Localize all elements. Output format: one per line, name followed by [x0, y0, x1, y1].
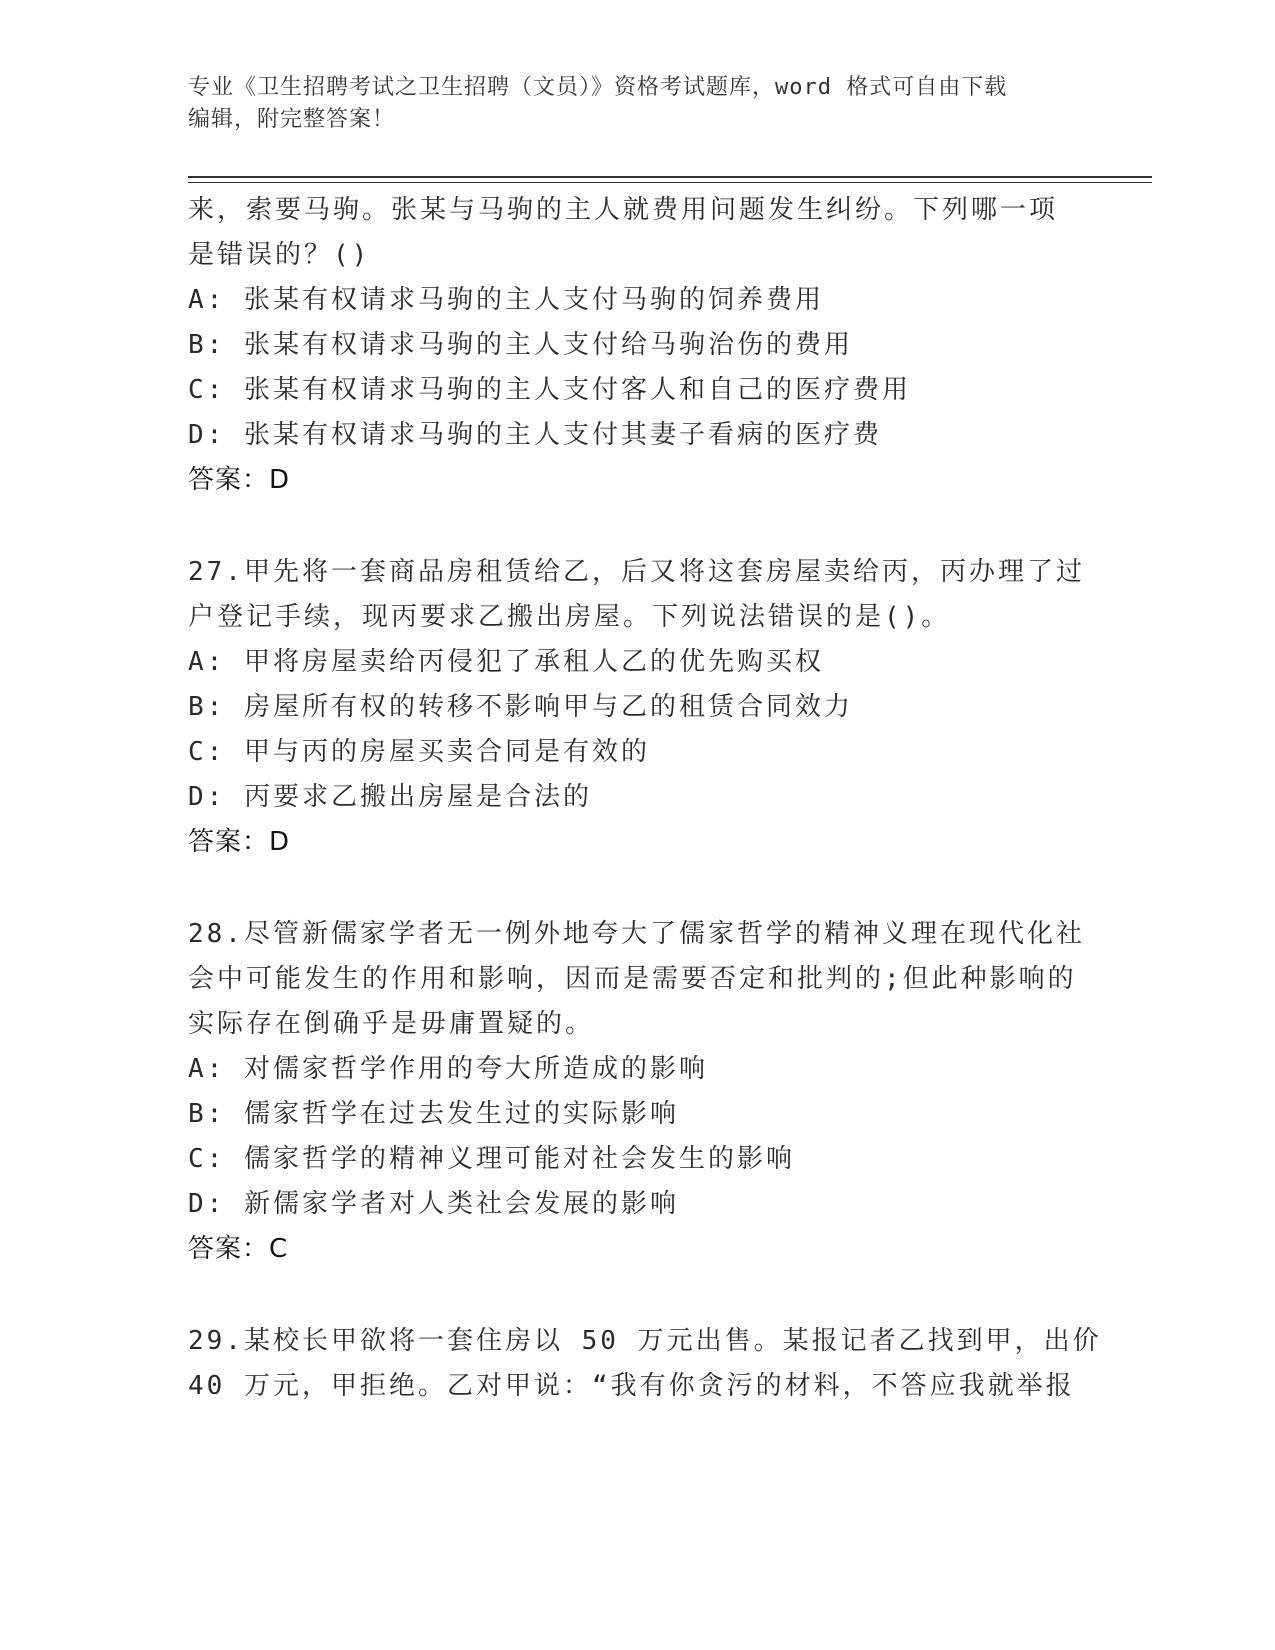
option-c: C: 儒家哲学的精神义理可能对社会发生的影响: [188, 1144, 795, 1174]
question-26-continued: [188, 188, 1088, 503]
option-a: A: 对儒家哲学作用的夸大所造成的影响: [188, 1054, 708, 1084]
question-stem-line: 40 万元，甲拒绝。乙对甲说：“我有你贪污的材料，不答应我就举报: [188, 1371, 1075, 1401]
option-b: B: 儒家哲学在过去发生过的实际影响: [188, 1099, 679, 1129]
question-list: [188, 188, 1102, 1409]
question-27: [188, 550, 1088, 865]
option-c: C: 甲与丙的房屋买卖合同是有效的: [188, 737, 650, 767]
header-rule-thick: [188, 176, 1152, 178]
question-stem-line: 来，索要马驹。张某与马驹的主人就费用问题发生纠纷。下列哪一项: [188, 195, 1059, 225]
question-stem-line: 会中可能发生的作用和影响，因而是需要否定和批判的;但此种影响的: [188, 964, 1077, 994]
question-stem-line: 28.尽管新儒家学者无一例外地夸大了儒家哲学的精神义理在现代化社: [188, 919, 1085, 949]
header-rule-thin: [188, 182, 1152, 183]
option-b: B: 房屋所有权的转移不影响甲与乙的租赁合同效力: [188, 692, 853, 722]
answer-line: 答案：D: [188, 465, 291, 495]
answer-line: 答案：C: [188, 1234, 289, 1264]
option-a: A: 张某有权请求马驹的主人支付马驹的饲养费用: [188, 285, 824, 315]
question-28: [188, 912, 1088, 1272]
header-line-2: 编辑，附完整答案！: [188, 107, 396, 132]
question-stem-line: 27.甲先将一套商品房租赁给乙，后又将这套房屋卖给丙，丙办理了过: [188, 557, 1085, 587]
question-stem-line: 是错误的？(): [188, 240, 371, 270]
option-a: A: 甲将房屋卖给丙侵犯了承租人乙的优先购买权: [188, 647, 824, 677]
question-stem-line: 实际存在倒确乎是毋庸置疑的。: [188, 1009, 595, 1039]
answer-line: 答案：D: [188, 827, 291, 857]
question-29: [188, 1319, 1102, 1409]
option-c: C: 张某有权请求马驹的主人支付客人和自己的医疗费用: [188, 375, 911, 405]
question-stem-line: 户登记手续，现丙要求乙搬出房屋。下列说法错误的是()。: [188, 602, 951, 632]
option-b: B: 张某有权请求马驹的主人支付给马驹治伤的费用: [188, 330, 853, 360]
option-d: D: 张某有权请求马驹的主人支付其妻子看病的医疗费: [188, 420, 882, 450]
header-line-1: 专业《卫生招聘考试之卫生招聘（文员）》资格考试题库，word 格式可自由下载: [188, 75, 1008, 100]
option-d: D: 新儒家学者对人类社会发展的影响: [188, 1189, 679, 1219]
question-stem-line: 29.某校长甲欲将一套住房以 50 万元出售。某报记者乙找到甲，出价: [188, 1326, 1102, 1356]
document-header: [188, 72, 1088, 136]
option-d: D: 丙要求乙搬出房屋是合法的: [188, 782, 592, 812]
